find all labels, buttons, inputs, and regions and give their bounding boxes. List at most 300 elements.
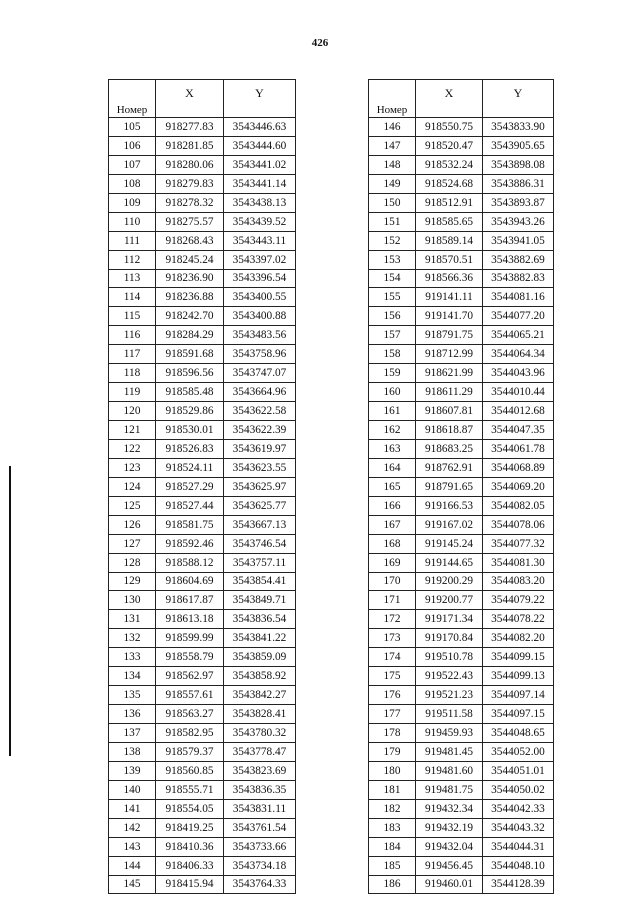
cell-number: 125 [109,496,156,515]
cell-number: 163 [369,439,416,458]
table-row [369,288,554,307]
cell-number: 130 [109,591,156,610]
cell-number: 177 [369,705,416,724]
cell-number: 127 [109,534,156,553]
table-row [369,667,554,686]
cell-number: 170 [369,572,416,591]
table-row [109,364,296,383]
cell-number: 132 [109,629,156,648]
cell-number: 174 [369,648,416,667]
cell-x: 918588.12 [156,553,224,572]
cell-y: 3543836.35 [224,780,296,799]
cell-x: 918275.57 [156,212,224,231]
cell-number: 164 [369,458,416,477]
cell-y: 3544069.20 [483,477,554,496]
cell-number: 143 [109,837,156,856]
table-row [369,553,554,572]
cell-y: 3544081.16 [483,288,554,307]
cell-x: 918596.56 [156,364,224,383]
table-row [369,155,554,174]
cell-number: 151 [369,212,416,231]
cell-number: 140 [109,780,156,799]
cell-x: 918520.47 [416,136,483,155]
table-row [369,421,554,440]
cell-x: 918557.61 [156,686,224,705]
cell-x: 918419.25 [156,818,224,837]
cell-x: 918527.44 [156,496,224,515]
cell-y: 3543444.60 [224,136,296,155]
cell-number: 135 [109,686,156,705]
cell-number: 122 [109,439,156,458]
table-row [109,572,296,591]
cell-x: 919456.45 [416,856,483,875]
cell-y: 3543831.11 [224,799,296,818]
cell-number: 133 [109,648,156,667]
cell-x: 918554.05 [156,799,224,818]
table-row [109,174,296,193]
table-row [109,818,296,837]
cell-y: 3544099.15 [483,648,554,667]
cell-number: 180 [369,761,416,780]
cell-x: 919432.34 [416,799,483,818]
cell-y: 3543625.77 [224,496,296,515]
cell-number: 159 [369,364,416,383]
cell-y: 3544050.02 [483,780,554,799]
cell-number: 176 [369,686,416,705]
cell-x: 918585.65 [416,212,483,231]
table-row [109,667,296,686]
cell-x: 919481.75 [416,780,483,799]
cell-x: 918570.51 [416,250,483,269]
cell-number: 182 [369,799,416,818]
cell-y: 3544048.65 [483,724,554,743]
cell-number: 120 [109,402,156,421]
table-row [109,761,296,780]
cell-y: 3543882.69 [483,250,554,269]
table-row [109,534,296,553]
cell-y: 3543439.52 [224,212,296,231]
page-number: 426 [311,37,329,49]
cell-x: 918712.99 [416,345,483,364]
table-row [369,724,554,743]
table-row [369,307,554,326]
table-row [369,458,554,477]
cell-number: 175 [369,667,416,686]
table-row [369,250,554,269]
cell-y: 3544081.30 [483,553,554,572]
table-row [109,477,296,496]
table-row [369,856,554,875]
cell-y: 3543780.32 [224,724,296,743]
cell-y: 3543859.09 [224,648,296,667]
table-row [109,118,296,137]
cell-y: 3543400.55 [224,288,296,307]
cell-number: 106 [109,136,156,155]
table-row [109,686,296,705]
cell-x: 918617.87 [156,591,224,610]
cell-x: 918618.87 [416,421,483,440]
cell-number: 146 [369,118,416,137]
cell-x: 919432.04 [416,837,483,856]
cell-y: 3543828.41 [224,705,296,724]
cell-x: 918532.24 [416,155,483,174]
cell-number: 185 [369,856,416,875]
table-row [109,629,296,648]
table-row [369,761,554,780]
cell-y: 3543849.71 [224,591,296,610]
cell-y: 3544061.78 [483,439,554,458]
cell-y: 3543898.08 [483,155,554,174]
cell-y: 3543854.41 [224,572,296,591]
cell-x: 918527.29 [156,477,224,496]
table-row [109,307,296,326]
cell-number: 162 [369,421,416,440]
cell-x: 918562.97 [156,667,224,686]
cell-y: 3543441.02 [224,155,296,174]
cell-number: 124 [109,477,156,496]
cell-y: 3543622.58 [224,402,296,421]
cell-y: 3544043.32 [483,818,554,837]
cell-x: 918683.25 [416,439,483,458]
table-row [369,534,554,553]
table-row [109,250,296,269]
cell-number: 107 [109,155,156,174]
table-row [109,515,296,534]
cell-number: 166 [369,496,416,515]
cell-number: 128 [109,553,156,572]
cell-y: 3543622.39 [224,421,296,440]
cell-y: 3543905.65 [483,136,554,155]
cell-y: 3544065.21 [483,326,554,345]
cell-x: 919145.24 [416,534,483,553]
cell-number: 139 [109,761,156,780]
cell-number: 118 [109,364,156,383]
cell-y: 3543943.26 [483,212,554,231]
table-row [369,875,554,894]
table-row [369,629,554,648]
cell-x: 918791.65 [416,477,483,496]
cell-x: 918524.11 [156,458,224,477]
cell-number: 169 [369,553,416,572]
table-row [369,496,554,515]
cell-y: 3544082.20 [483,629,554,648]
cell-y: 3543667.13 [224,515,296,534]
table-row [109,648,296,667]
cell-x: 918585.48 [156,383,224,402]
cell-y: 3544082.05 [483,496,554,515]
cell-x: 918604.69 [156,572,224,591]
coordinates-table-right [368,79,554,894]
cell-x: 918566.36 [416,269,483,288]
table-row [109,231,296,250]
cell-y: 3544042.33 [483,799,554,818]
table-row [369,402,554,421]
cell-x: 919459.93 [416,724,483,743]
cell-x: 918242.70 [156,307,224,326]
cell-y: 3544079.22 [483,591,554,610]
cell-y: 3543841.22 [224,629,296,648]
cell-y: 3543619.97 [224,439,296,458]
cell-number: 186 [369,875,416,894]
cell-x: 918278.32 [156,193,224,212]
cell-y: 3544052.00 [483,742,554,761]
cell-y: 3543757.11 [224,553,296,572]
table-row [369,780,554,799]
table-row [369,610,554,629]
cell-x: 919167.02 [416,515,483,534]
cell-x: 918607.81 [416,402,483,421]
column-header-x: X [156,80,224,118]
cell-number: 184 [369,837,416,856]
cell-number: 147 [369,136,416,155]
cell-x: 919481.45 [416,742,483,761]
cell-number: 126 [109,515,156,534]
cell-number: 129 [109,572,156,591]
cell-x: 918613.18 [156,610,224,629]
table-row [369,174,554,193]
cell-x: 918611.29 [416,383,483,402]
cell-y: 3544043.96 [483,364,554,383]
cell-x: 918558.79 [156,648,224,667]
cell-y: 3543747.07 [224,364,296,383]
table-row [369,818,554,837]
cell-number: 156 [369,307,416,326]
cell-y: 3543734.18 [224,856,296,875]
cell-number: 123 [109,458,156,477]
table-row [369,515,554,534]
cell-y: 3543823.69 [224,761,296,780]
cell-y: 3544083.20 [483,572,554,591]
cell-x: 918524.68 [416,174,483,193]
cell-x: 918280.06 [156,155,224,174]
cell-number: 137 [109,724,156,743]
cell-x: 918581.75 [156,515,224,534]
cell-y: 3544097.15 [483,705,554,724]
cell-number: 138 [109,742,156,761]
cell-x: 918563.27 [156,705,224,724]
cell-x: 918279.83 [156,174,224,193]
table-row [109,193,296,212]
table-header-row [109,80,296,118]
cell-y: 3544051.01 [483,761,554,780]
cell-number: 145 [109,875,156,894]
cell-number: 167 [369,515,416,534]
table-row [369,477,554,496]
cell-number: 131 [109,610,156,629]
table-body-left [109,118,296,894]
cell-y: 3544128.39 [483,875,554,894]
table-row [109,439,296,458]
cell-number: 134 [109,667,156,686]
cell-number: 179 [369,742,416,761]
cell-x: 918406.33 [156,856,224,875]
cell-number: 116 [109,326,156,345]
cell-x: 919200.29 [416,572,483,591]
cell-y: 3543443.11 [224,231,296,250]
table-row [109,799,296,818]
cell-y: 3544077.20 [483,307,554,326]
cell-y: 3544077.32 [483,534,554,553]
cell-y: 3543441.14 [224,174,296,193]
cell-y: 3544068.89 [483,458,554,477]
cell-number: 157 [369,326,416,345]
table-row [369,326,554,345]
table-row [369,799,554,818]
cell-number: 109 [109,193,156,212]
cell-y: 3543764.33 [224,875,296,894]
cell-x: 919141.11 [416,288,483,307]
cell-number: 115 [109,307,156,326]
table-row [369,364,554,383]
cell-number: 136 [109,705,156,724]
column-header-x: X [416,80,483,118]
table-row [109,458,296,477]
cell-x: 918591.68 [156,345,224,364]
cell-number: 165 [369,477,416,496]
cell-y: 3544047.35 [483,421,554,440]
cell-y: 3543778.47 [224,742,296,761]
cell-y: 3543400.88 [224,307,296,326]
table-row [109,856,296,875]
cell-y: 3543758.96 [224,345,296,364]
cell-number: 154 [369,269,416,288]
cell-number: 142 [109,818,156,837]
table-row [369,136,554,155]
cell-x: 919432.19 [416,818,483,837]
margin-line [9,466,11,756]
table-row [369,648,554,667]
table-row [369,269,554,288]
cell-number: 172 [369,610,416,629]
cell-x: 918582.95 [156,724,224,743]
cell-x: 918621.99 [416,364,483,383]
cell-y: 3543941.05 [483,231,554,250]
cell-x: 919200.77 [416,591,483,610]
table-row [369,742,554,761]
table-row [109,383,296,402]
table-row [369,345,554,364]
cell-number: 121 [109,421,156,440]
table-row [369,212,554,231]
cell-y: 3544078.22 [483,610,554,629]
cell-x: 919170.84 [416,629,483,648]
cell-x: 918415.94 [156,875,224,894]
coordinates-table-left [108,79,296,894]
column-header-number: Номер [369,80,416,118]
table-header-row [369,80,554,118]
cell-number: 113 [109,269,156,288]
cell-x: 918589.14 [416,231,483,250]
cell-y: 3544064.34 [483,345,554,364]
table-row [369,572,554,591]
cell-y: 3543733.66 [224,837,296,856]
cell-y: 3544048.10 [483,856,554,875]
cell-number: 158 [369,345,416,364]
cell-x: 918410.36 [156,837,224,856]
table-row [109,553,296,572]
cell-x: 919481.60 [416,761,483,780]
cell-x: 919460.01 [416,875,483,894]
table-row [109,591,296,610]
cell-number: 149 [369,174,416,193]
cell-x: 918530.01 [156,421,224,440]
cell-number: 160 [369,383,416,402]
cell-x: 919510.78 [416,648,483,667]
cell-number: 153 [369,250,416,269]
cell-y: 3544078.06 [483,515,554,534]
table-row [109,326,296,345]
cell-x: 918599.99 [156,629,224,648]
cell-number: 105 [109,118,156,137]
table-row [109,288,296,307]
cell-number: 114 [109,288,156,307]
column-header-number: Номер [109,80,156,118]
cell-number: 108 [109,174,156,193]
cell-number: 178 [369,724,416,743]
cell-y: 3544010.44 [483,383,554,402]
cell-y: 3543623.55 [224,458,296,477]
cell-number: 111 [109,231,156,250]
cell-y: 3543397.02 [224,250,296,269]
cell-x: 919144.65 [416,553,483,572]
table-row [369,837,554,856]
cell-x: 918512.91 [416,193,483,212]
table-body-right [369,118,554,894]
table-row [109,724,296,743]
cell-x: 918762.91 [416,458,483,477]
table-row [109,496,296,515]
cell-number: 141 [109,799,156,818]
cell-x: 919166.53 [416,496,483,515]
cell-y: 3544044.31 [483,837,554,856]
cell-x: 918550.75 [416,118,483,137]
cell-number: 152 [369,231,416,250]
table-row [109,742,296,761]
cell-y: 3543886.31 [483,174,554,193]
cell-y: 3543833.90 [483,118,554,137]
cell-x: 918284.29 [156,326,224,345]
column-header-y: Y [224,80,296,118]
cell-x: 918268.43 [156,231,224,250]
cell-number: 144 [109,856,156,875]
cell-y: 3543893.87 [483,193,554,212]
cell-x: 918277.83 [156,118,224,137]
table-row [109,136,296,155]
cell-x: 918245.24 [156,250,224,269]
table-row [369,439,554,458]
cell-x: 918529.86 [156,402,224,421]
cell-x: 919522.43 [416,667,483,686]
column-header-y: Y [483,80,554,118]
cell-x: 918236.90 [156,269,224,288]
cell-x: 918791.75 [416,326,483,345]
table-row [109,402,296,421]
cell-number: 168 [369,534,416,553]
cell-x: 918579.37 [156,742,224,761]
cell-y: 3543746.54 [224,534,296,553]
cell-x: 918281.85 [156,136,224,155]
cell-y: 3544099.13 [483,667,554,686]
cell-number: 161 [369,402,416,421]
cell-y: 3543882.83 [483,269,554,288]
cell-y: 3543446.63 [224,118,296,137]
cell-y: 3543842.27 [224,686,296,705]
table-row [109,269,296,288]
cell-number: 173 [369,629,416,648]
cell-y: 3543664.96 [224,383,296,402]
cell-y: 3543396.54 [224,269,296,288]
table-row [109,421,296,440]
